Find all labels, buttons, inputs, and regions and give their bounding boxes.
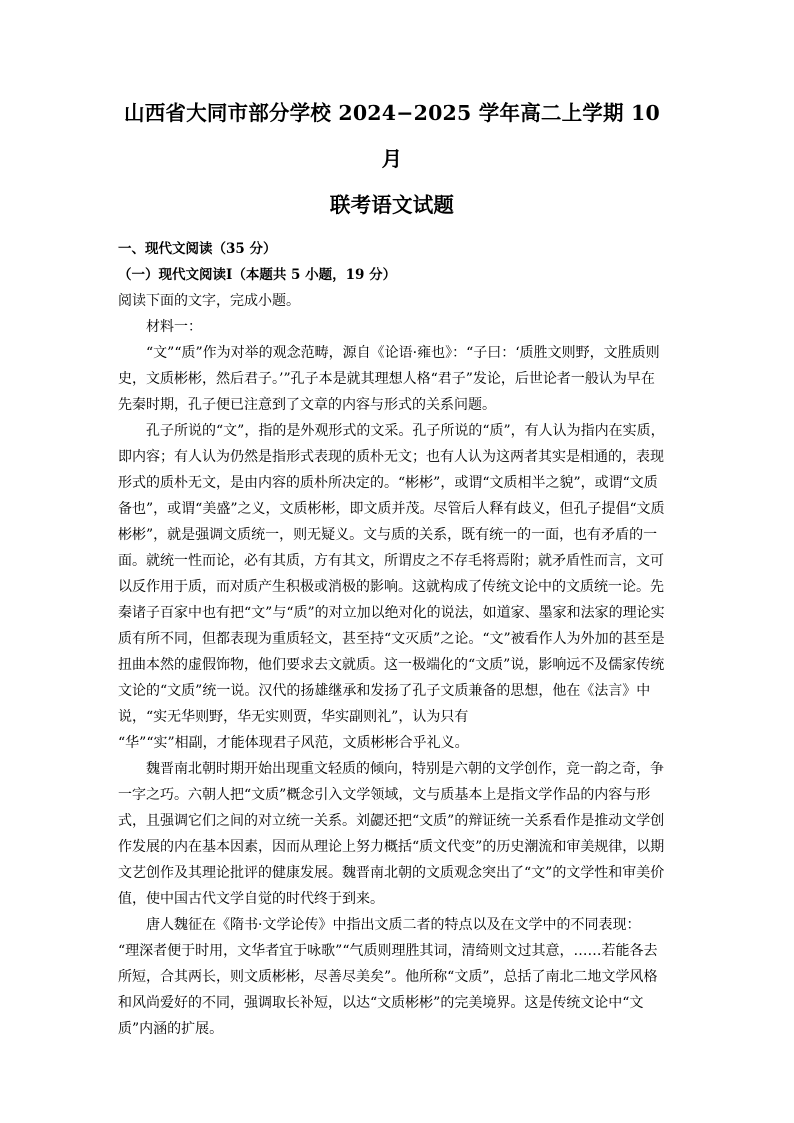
instruction-text: 阅读下面的文字，完成小题。 — [118, 293, 300, 309]
document-title-line1: 山西省大同市部分学校 2024−2025 学年高二上学期 10 月 — [124, 101, 660, 171]
paragraph-4: 唐人魏征在《隋书·文学论传》中指出文质二者的特点以及在文学中的不同表现： — [146, 917, 641, 933]
material-label: 材料一： — [146, 319, 202, 335]
section-heading: 一、现代文阅读（35 分） — [118, 241, 277, 257]
subsection-heading: （一）现代文阅读Ⅰ（本题共 5 小题，19 分） — [118, 267, 397, 283]
paragraph-1: “文”“质”作为对举的观念范畴，源自《论语·雍也》：“子曰：‘质胜文则野，文胜质则史，文质彬彬，然后君子。’”孔子本是就其理想人格“君子”发论，后世论者一般认为早在先秦时期，孔子便已注意到了文章的内容与形式的关系问题。 — [118, 345, 660, 413]
paragraph-2: 孔子所说的“文”，指的是外观形式的文采。孔子所说的“质”，有人认为指内在实质，即内容；有人认为仍然是指形式表现的质朴无文；也有人认为这两者其实是相通的，表现形式的质朴无文，是由内容的质朴所决定的。“彬彬”，或谓“文质相半之貌”，或谓“文质备也”，或谓“美盛”之义，文质彬彬，即文质并茂。尽管后人释有歧义，但孔子提倡“文质彬彬”，就是强调文质统一，则无疑义。文与质的关系，既有统一的一面，也有矛盾的一面。就统一性而论，必有其质，方有其文，所谓皮之不存毛将焉附；就矛盾性而言，文可以反作用于质，而对质产生积极或消极的影响。这就构成了传统文论中的文质统一论。先秦诸子百家中也有把“文”与“质”的对立加以绝对化的说法，如道家、墨家和法家的理论实质有所不同，但都表现为重质轻文，甚至持“文灭质”之论。“文”被看作人为外加的甚至是扭曲本然的虚假饰物，他们要求去文就质。这一极端化的“文质”说，影响远不及儒家传统文论的“文质”统一说。汉代的扬雄继承和发扬了孔子文质兼备的思想，他在《法言》中说，“实无华则野，华无实则贾，华实副则礼”，认为只有 — [118, 423, 665, 725]
paragraph-4-quote: “理深者便于时用，文华者宜于咏歌”“气质则理胜其词，清绮则文过其意，……若能各去所短，合其两长，则文质彬彬，尽善尽美矣”。他所称“文质”，总括了南北二地文学风格和风尚爱好的不同，强调取长补短，以达“文质彬彬”的完美境界。这是传统文论中“文质”内涵的扩展。 — [118, 943, 658, 1037]
paragraph-2-continuation: “华”“实”相副，才能体现君子风范，文质彬彬合乎礼义。 — [118, 735, 469, 751]
paragraph-3: 魏晋南北朝时期开始出现重文轻质的倾向，特别是六朝的文学创作，竞一韵之奇，争一字之巧。六朝人把“文质”概念引入文学领域，文与质基本上是指文学作品的内容与形式，且强调它们之间的对立统一关系。刘勰还把“文质”的辩证统一关系看作是推动文学创作发展的内在基本因素，因而从理论上努力概括“质文代变”的历史潮流和审美规律，以期文艺创作及其理论批评的健康发展。魏晋南北朝的文质观念突出了“文”的文学性和审美价值，使中国古代文学自觉的时代终于到来。 — [118, 761, 665, 907]
document-title-line2: 联考语文试题 — [329, 193, 455, 217]
